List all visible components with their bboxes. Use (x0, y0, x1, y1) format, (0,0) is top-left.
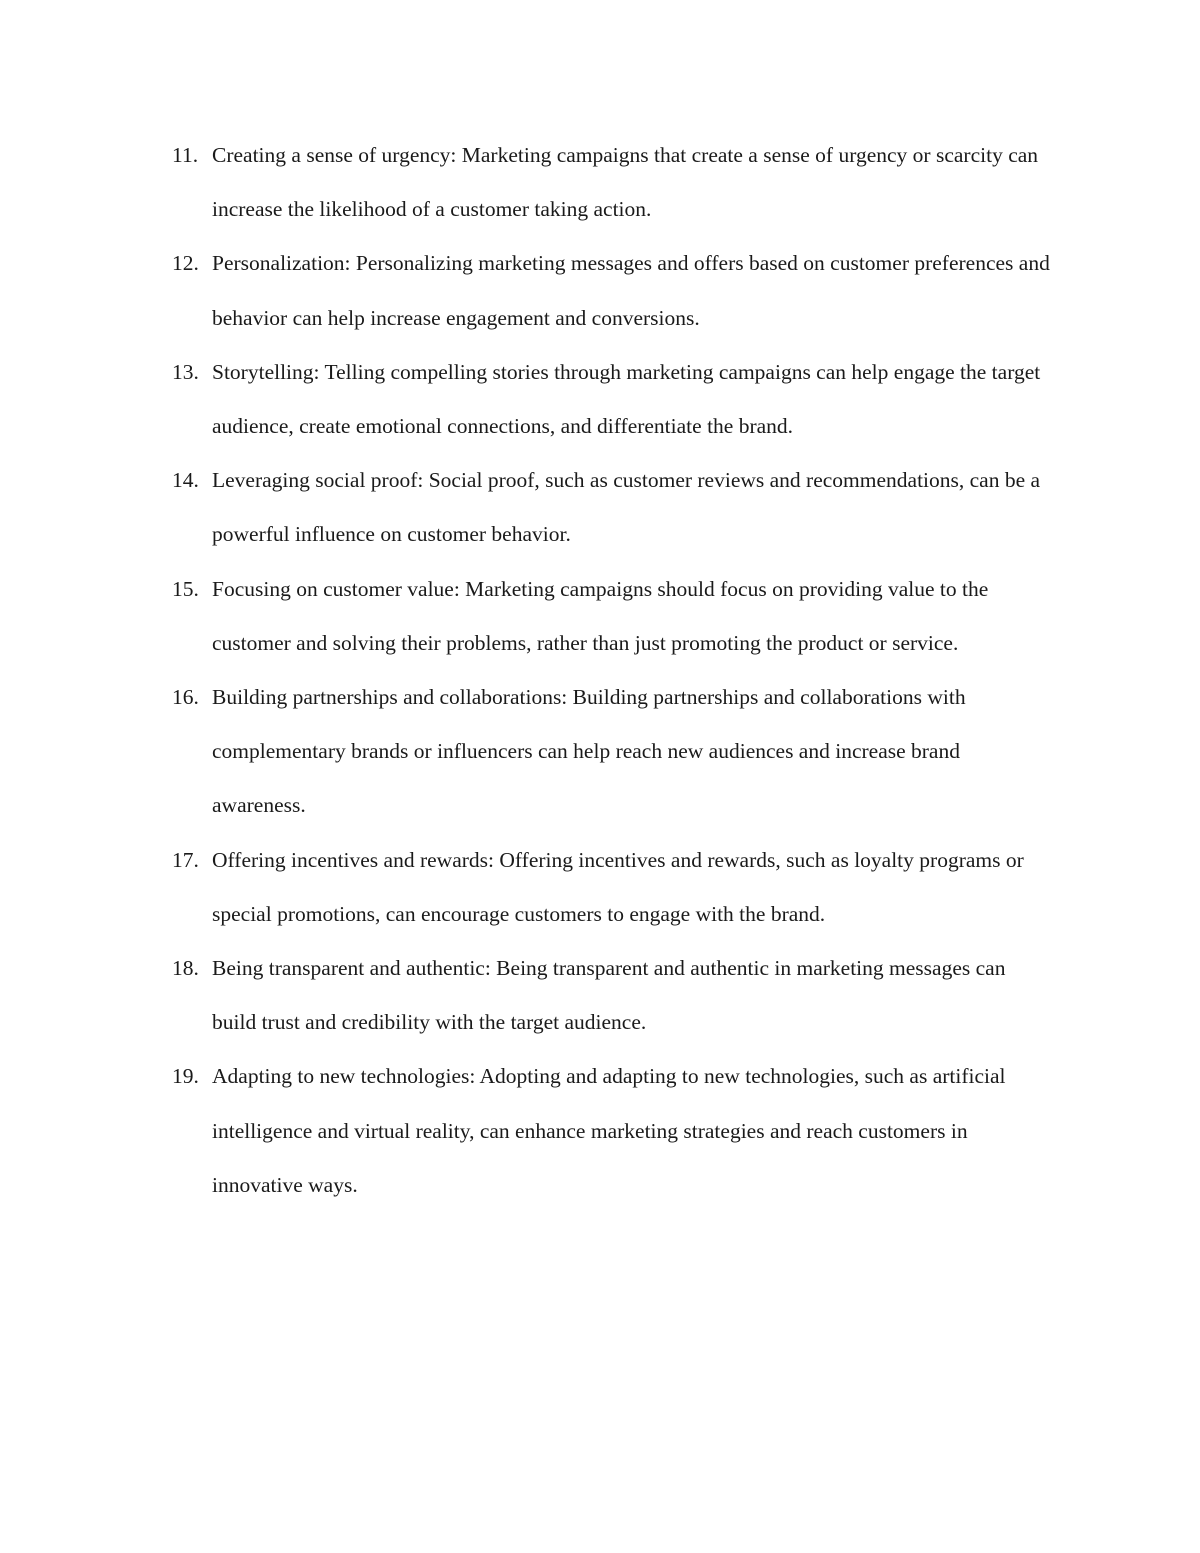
list-item (172, 128, 1052, 236)
list-item (172, 562, 1052, 670)
list-item-text: Offering incentives and rewards: Offering incentives and rewards, such as loyalty programs or special promotions, can encourage customers to engage with the brand. (212, 847, 1024, 926)
list-item-number: 15. (172, 576, 199, 601)
list-item (172, 1049, 1052, 1212)
list-item-text: Creating a sense of urgency: Marketing campaigns that create a sense of urgency or scarcity can increase the likelihood of a customer taking action. (212, 143, 1039, 222)
list-item-text: Building partnerships and collaborations: Building partnerships and collaborations with complementary brands or influencers can help reach new audiences and increase brand awareness. (212, 685, 966, 818)
list-item (172, 453, 1052, 561)
list-item-number: 11. (172, 143, 199, 167)
list-item-text: Focusing on customer value: Marketing campaigns should focus on providing value to the customer and solving their problems, rather than just promoting the product or service. (212, 576, 989, 655)
list-item-number: 13. (172, 359, 199, 384)
list-item-text: Adapting to new technologies: Adopting and adapting to new technologies, such as artificial intelligence and virtual reality, can enhance marketing strategies and reach customers in innovative ways. (212, 1064, 1006, 1197)
list-item-number: 14. (172, 468, 199, 493)
numbered-list (172, 128, 1052, 1212)
list-item-number: 17. (172, 847, 199, 872)
list-item-number: 18. (172, 956, 199, 981)
list-item (172, 833, 1052, 941)
list-item (172, 670, 1052, 833)
list-item-number: 12. (172, 251, 199, 276)
list-item-number: 16. (172, 685, 199, 710)
list-item-text: Leveraging social proof: Social proof, such as customer reviews and recommendations, can be a powerful influence on customer behavior. (212, 468, 1041, 547)
list-item-number: 19. (172, 1064, 199, 1089)
list-item (172, 236, 1052, 344)
list-item-text: Storytelling: Telling compelling stories through marketing campaigns can help engage the target audience, create emotional connections, and differentiate the brand. (212, 359, 1041, 439)
list-item (172, 941, 1052, 1049)
list-item (172, 345, 1052, 453)
list-item-text: Personalization: Personalizing marketing messages and offers based on customer preferences and behavior can help increase engagement and conversions. (212, 251, 1050, 330)
list-item-text: Being transparent and authentic: Being transparent and authentic in marketing messages can build trust and credibility with the target audience. (212, 956, 1006, 1035)
